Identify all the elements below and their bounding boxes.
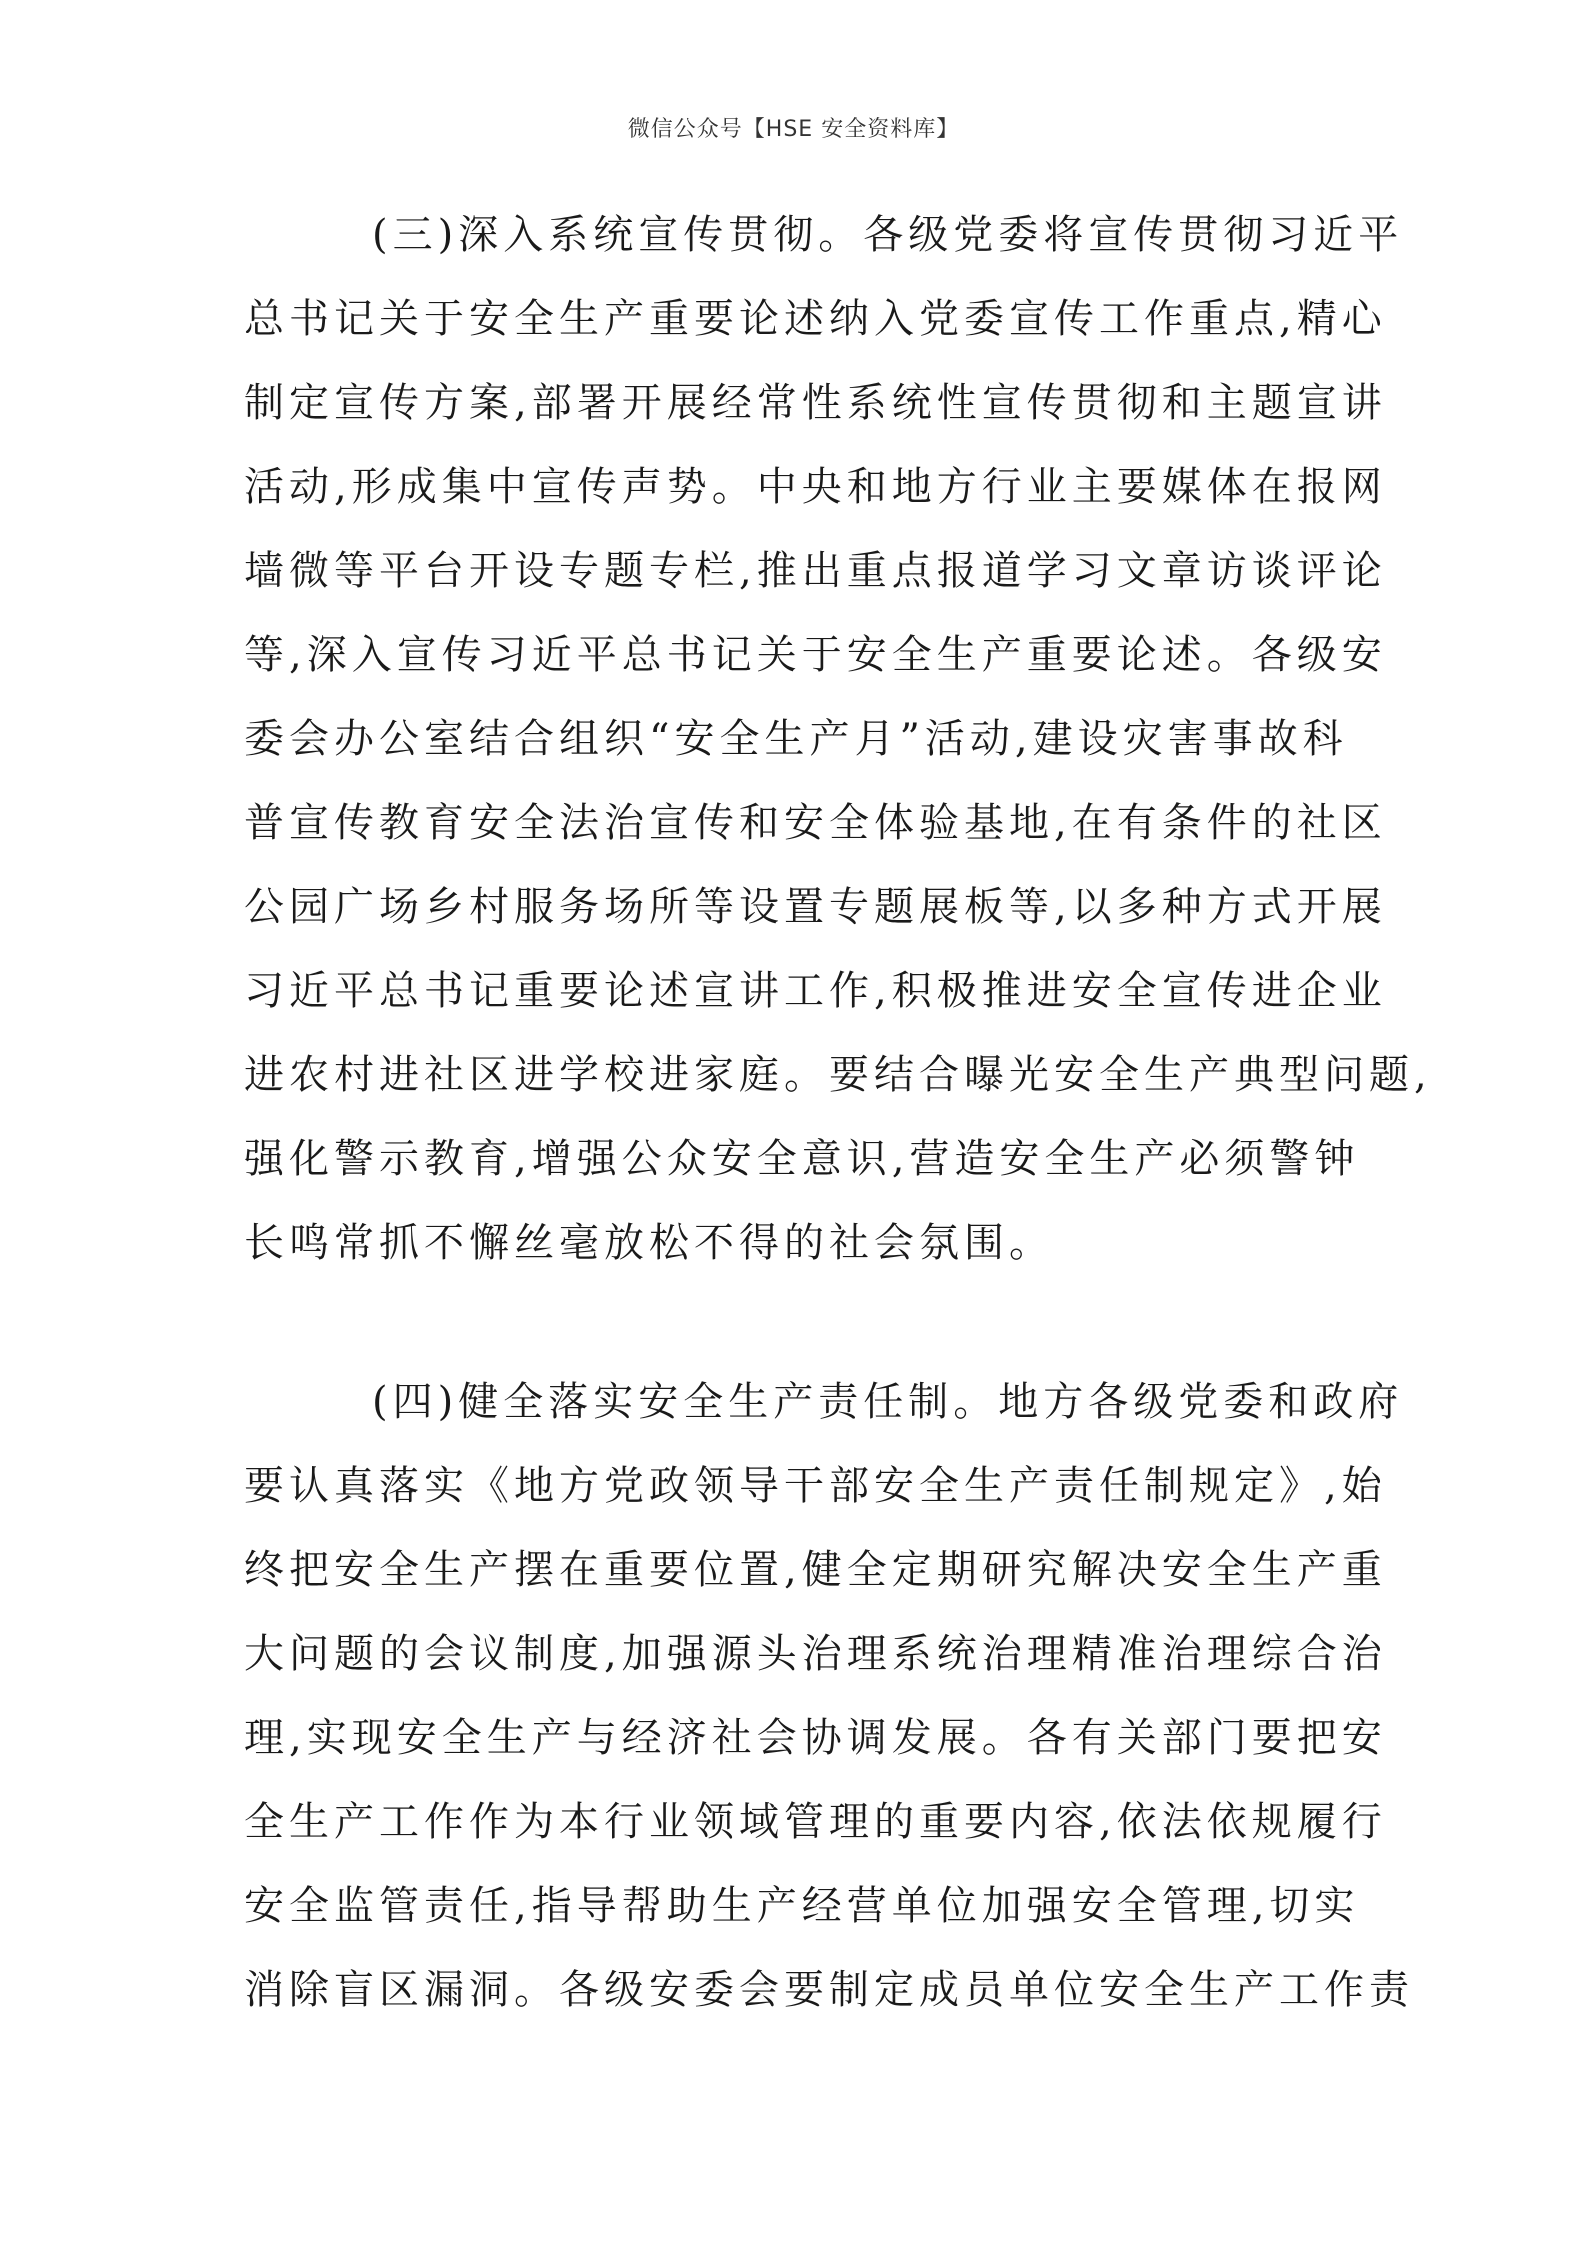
page-header: 微信公众号【HSE 安全资料库】 [627,117,960,142]
text-line: 委会办公室结合组织“安全生产月”活动,建设灾害事故科 [244,716,1348,762]
text-line: 理,实现安全生产与经济社会协调发展。各有关部门要把安 [244,1715,1387,1761]
text-line: 安全监管责任,指导帮助生产经营单位加强安全管理,切实 [244,1883,1360,1929]
text-line: 总书记关于安全生产重要论述纳入党委宣传工作重点,精心 [244,296,1387,342]
text-line: 活动,形成集中宣传声势。中央和地方行业主要媒体在报网 [244,464,1387,510]
text-line: 全生产工作作为本行业领域管理的重要内容,依法依规履行 [244,1799,1387,1845]
text-line: 等,深入宣传习近平总书记关于安全生产重要论述。各级安 [244,632,1387,678]
section-three-paragraph [244,193,1432,1285]
text-line: 墙微等平台开设专题专栏,推出重点报道学习文章访谈评论 [244,548,1387,594]
text-line: 强化警示教育,增强公众安全意识,营造安全生产必须警钟 [244,1136,1360,1182]
text-line: 习近平总书记重要论述宣讲工作,积极推进安全宣传进企业 [244,968,1387,1014]
text-line: 终把安全生产摆在重要位置,健全定期研究解决安全生产重 [244,1547,1387,1593]
text-line: (四)健全落实安全生产责任制。地方各级党委和政府 [372,1379,1404,1425]
text-line: 普宣传教育安全法治宣传和安全体验基地,在有条件的社区 [244,800,1387,846]
text-line: 长鸣常抓不懈丝毫放松不得的社会氛围。 [244,1220,1054,1266]
text-line: 大问题的会议制度,加强源头治理系统治理精准治理综合治 [244,1631,1387,1677]
section-four-paragraph [244,1360,1414,2032]
text-line: 要认真落实《地方党政领导干部安全生产责任制规定》,始 [244,1463,1387,1509]
text-line: (三)深入系统宣传贯彻。各级党委将宣传贯彻习近平 [372,212,1404,258]
text-line: 消除盲区漏洞。各级安委会要制定成员单位安全生产工作责 [244,1967,1414,2013]
text-line: 制定宣传方案,部署开展经常性系统性宣传贯彻和主题宣讲 [244,380,1387,426]
text-line: 进农村进社区进学校进家庭。要结合曝光安全生产典型问题, [244,1052,1432,1098]
text-line: 公园广场乡村服务场所等设置专题展板等,以多种方式开展 [244,884,1387,930]
